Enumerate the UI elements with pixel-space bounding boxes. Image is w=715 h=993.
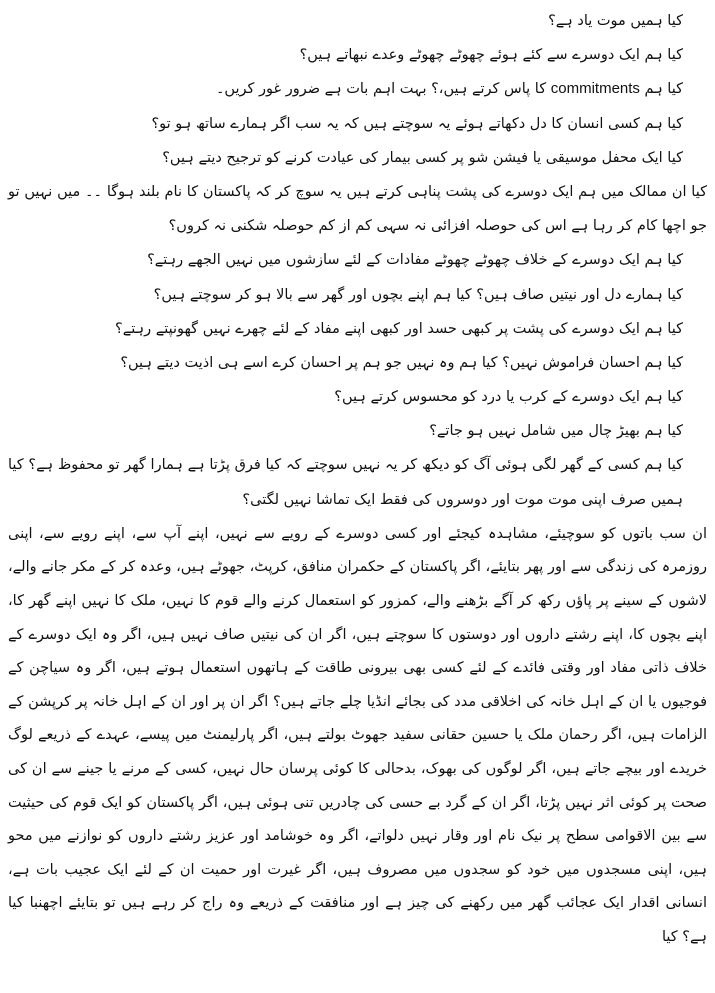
- question-line-part: کیا ہم: [644, 81, 683, 98]
- question-paragraph: کیا ان ممالک میں ہم ایک دوسرے کی پشت پناہی کرتے ہیں یہ سوچ کر کہ پاکستان کا نام بلند ہوگا ۔۔ میں نہیں تو جو اچھا کام کر رہا ہے اس کی حوصلہ افزائی نہ سہی کم از کم حوصلہ شکنی نہ کروں؟: [8, 183, 707, 235]
- question-line: کیا ہم ایک دوسرے کے کرب یا درد کو محسوس کرتے ہیں؟: [334, 389, 683, 406]
- question-line: کیا ہم احسان فراموش نہیں؟ کیا ہم وہ نہیں جو ہم پر احسان کرے اسے ہی اذیت دیتے ہیں؟: [120, 354, 683, 371]
- question-line: کیا ہمارے دل اور نیتیں صاف ہیں؟ کیا ہم اپنے بچوں اور گھر سے بالا ہو کر سوچتے ہیں؟: [153, 286, 683, 303]
- question-line: کیا ہم ایک دوسرے سے کئے ہوئے چھوٹے چھوٹے وعدے نبھاتے ہیں؟: [299, 47, 683, 64]
- question-line: کیا ہمیں موت یاد ہے؟: [548, 13, 683, 29]
- english-word: commitments: [550, 80, 640, 98]
- question-line: کیا ہم ایک دوسرے کے خلاف چھوٹے چھوٹے مفادات کے لئے سازشوں میں نہیں الجھے رہتے؟: [147, 252, 683, 269]
- question-line: کیا ایک محفل موسیقی یا فیشن شو پر کسی بیمار کی عیادت کرنے کو ترجیح دیتے ہیں؟: [162, 149, 683, 166]
- question-line-commitments: [8, 72, 707, 106]
- question-line: کیا ہم بھیڑ چال میں شامل نہیں ہو جاتے؟: [429, 423, 683, 440]
- question-paragraph: کیا ہم کسی کے گھر لگی ہوئی آگ کو دیکھ کر یہ نہیں سوچتے کہ کیا فرق پڑتا ہے ہمارا گھر تو محفوظ ہے؟ کیا ہمیں صرف اپنی موت موت اور دوسروں کی فقط ایک تماشا نہیں لگتی؟: [8, 457, 683, 508]
- question-line: کیا ہم ایک دوسرے کی پشت پر کبھی حسد اور کبھی اپنے مفاد کے لئے چھرے نہیں گھونپتے رہتے؟: [115, 320, 683, 337]
- question-line-part: کا پاس کرتے ہیں،؟ بہت اہم بات ہے ضرور غور کریں۔: [215, 81, 547, 98]
- essay-paragraph: ان سب باتوں کو سوچیئے، مشاہدہ کیجئے اور کسی دوسرے کے رویے سے نہیں، اپنے آپ سے، اپنے رویے سے، اپنی روزمرہ کی زندگی سے اور پھر بتایئے، اگر پاکستان کے حکمران منافق، کرپٹ، جھوٹے ہیں، وعدہ کر کے مکر جانے والے، لاشوں کے سینے پر پاؤں رکھ کر آگے بڑھنے والے، کمزور کو استعمال کرنے والے قوم کا نہیں، ملک کا نہیں اپنے گھر کا، اپنے بچوں کا، اپنے رشتے داروں اور دوستوں کا سوچتے ہیں، اگر ان کی نیتیں صاف نہیں ہیں، اگر وہ ایک دوسرے کے خلاف ذاتی مفاد اور وقتی فائدے کے لئے کسی بھی بیرونی طاقت کے ہاتھوں استعمال ہوتے ہیں، اگر وہ سیاچن کے فوجیوں یا ان کے اہل خانہ کی اخلاقی مدد کی بجائے انڈیا چلے جاتے ہیں؟ اگر ان پر اور ان کے اہل خانہ پر کرپشن کے الزامات ہیں، اگر رحمان ملک یا حسین حقانی سفید جھوٹ بولتے ہیں، اگر پارلیمنٹ میں پیسے، عہدے کے ذریعے لوگ خریدے اور بیچے جاتے ہیں، اگر لوگوں کی بھوک، بدحالی کا کوئی پرسان حال نہیں، کسی کے مرنے یا جینے سے ان کی صحت پر کوئی اثر نہیں پڑتا، اگر ان کے گرد بے حسی کی چادریں تنی ہوئی ہیں، اگر پاکستان کو ایک قوم کی حیثیت سے بین الاقوامی سطح پر نیک نام اور وقار نہیں دلواتے، اگر وہ خوشامد اور عزیز رشتے داروں کو نوازنے میں محو ہیں، اپنی مسجدوں میں خود کو سجدوں میں مصروف ہیں، اگر غیرت اور حمیت ان کے لئے ایک عجیب بات ہے، انسانی اقدار ایک عجائب گھر میں رکھنے کی چیز ہے اور منافقت کے ذریعے وہ راج کر رہے ہیں تو بتایئے اچھنبا کیا ہے؟ کیا: [8, 525, 707, 945]
- question-line: کیا ہم کسی انسان کا دل دکھاتے ہوئے یہ سوچتے ہیں کہ یہ سب اگر ہمارے ساتھ ہو تو؟: [151, 115, 683, 132]
